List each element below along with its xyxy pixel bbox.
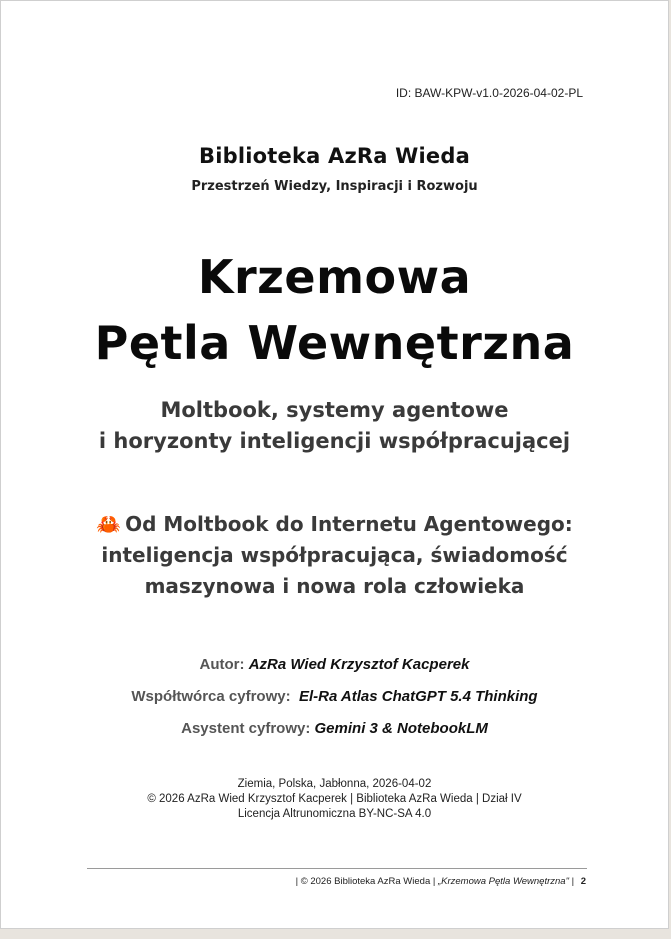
library-name: Biblioteka AzRa Wieda <box>199 144 470 168</box>
credits <box>1 649 668 745</box>
coauthor-label: Współtwórca cyfrowy: <box>131 688 291 705</box>
running-footer-separator: | <box>571 876 575 887</box>
subtitle-line-2: i horyzonty inteligencji współpracującej <box>98 429 571 453</box>
crab-icon: 🦀 <box>96 512 122 536</box>
coauthor-line <box>1 681 668 713</box>
page-number: 2 <box>580 876 586 887</box>
copyright-line: © 2026 AzRa Wied Krzysztof Kacperek | Biblioteka AzRa Wieda | Dział IV <box>147 793 522 805</box>
license-line: Licencja Altrunomiczna BY-NC-SA 4.0 <box>237 808 432 820</box>
subtitle <box>1 395 668 457</box>
author-label: Autor: <box>199 656 245 673</box>
assistant-line <box>1 713 668 745</box>
library-tagline: Przestrzeń Wiedzy, Inspiracji i Rozwoju <box>191 179 478 194</box>
author-value: AzRa Wied Krzysztof Kacperek <box>248 656 470 673</box>
author-line <box>1 649 668 681</box>
main-title-line-1: Krzemowa <box>197 250 472 304</box>
section-title-line-1 <box>1 509 668 540</box>
running-footer-prefix: | © 2026 Biblioteka AzRa Wieda | <box>295 876 436 887</box>
publication-info <box>1 777 668 822</box>
section-title <box>1 509 668 602</box>
running-footer-title: „Krzemowa Pętla Wewnętrzna" <box>437 876 569 887</box>
assistant-value: Gemini 3 & NotebookLM <box>314 720 488 737</box>
main-title <box>1 244 668 376</box>
footer-divider <box>87 868 587 869</box>
section-title-line-1-text: Od Moltbook do Internetu Agentowego: <box>125 512 573 536</box>
coauthor-value: El-Ra Atlas ChatGPT 5.4 Thinking <box>298 688 538 705</box>
subtitle-line-1: Moltbook, systemy agentowe <box>160 398 509 422</box>
section-title-line-3: maszynowa i nowa rola człowieka <box>144 574 525 598</box>
running-footer <box>296 876 586 887</box>
assistant-label: Asystent cyfrowy: <box>181 720 311 737</box>
place-date: Ziemia, Polska, Jabłonna, 2026-04-02 <box>237 778 432 790</box>
main-title-line-2: Pętla Wewnętrzna <box>94 316 575 370</box>
document-id: ID: BAW-KPW-v1.0-2026-04-02-PL <box>395 86 583 100</box>
section-title-line-2: inteligencja współpracująca, świadomość <box>101 543 568 567</box>
